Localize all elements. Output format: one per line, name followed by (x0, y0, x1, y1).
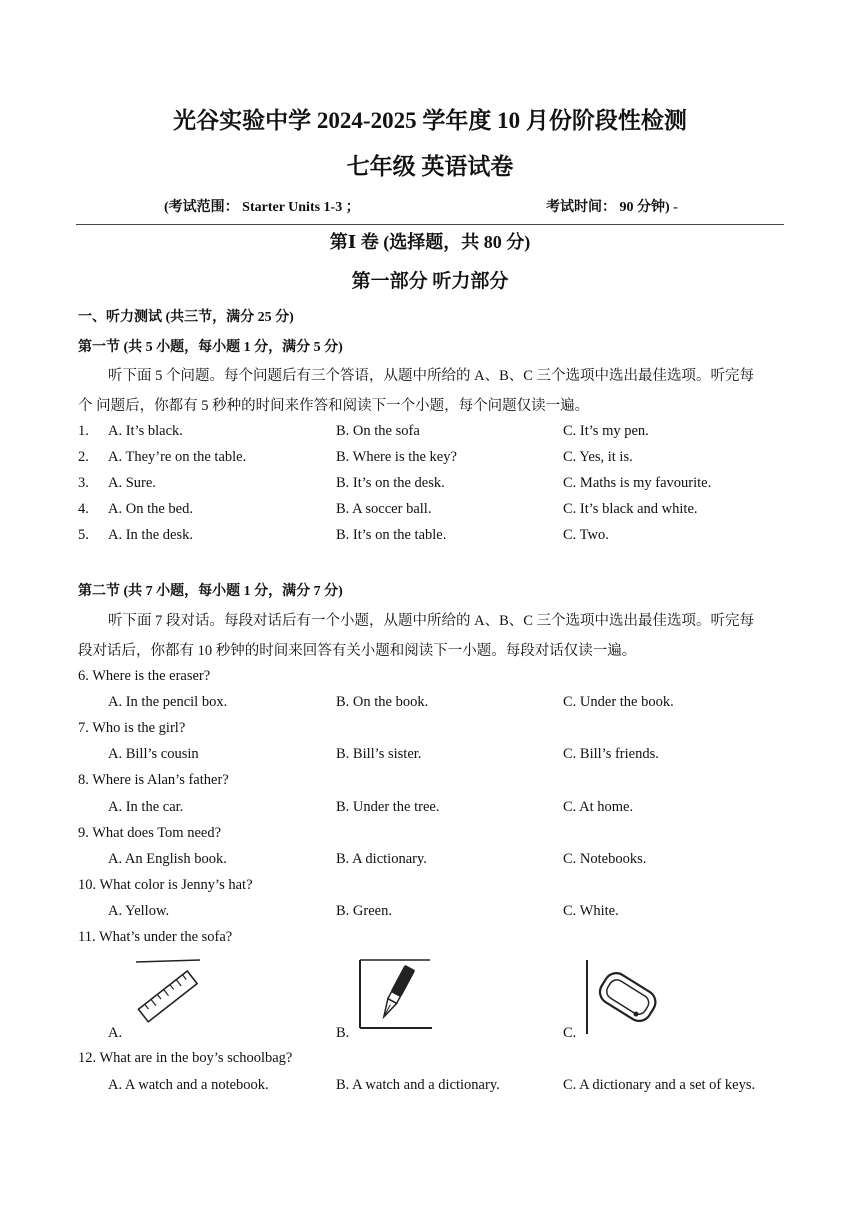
option-a: A. Bill’s cousin (108, 746, 199, 762)
option-c: C. It’s black and white. (563, 501, 698, 517)
option-a: A. Sure. (108, 475, 156, 491)
option-c: C. Bill’s friends. (563, 746, 659, 762)
option-b: B. Green. (336, 903, 392, 919)
ruler-icon (128, 958, 210, 1034)
option-b-label: B. (336, 1025, 350, 1041)
option-a: A. A watch and a notebook. (108, 1077, 269, 1093)
question-text: 6. Where is the eraser? (78, 668, 211, 684)
option-a: A. Yellow. (108, 903, 170, 919)
question-text: 8. Where is Alan’s father? (78, 772, 229, 788)
section1-instructions-line1: 听下面 5 个问题。每个问题后有三个答语，从题中所给的 A、B、C 三个选项中选出最佳选项。听完每 (108, 368, 755, 384)
header-divider (76, 224, 784, 225)
question-text: 9. What does Tom need? (78, 825, 222, 841)
pencil-box-icon (584, 956, 666, 1036)
exam-time: 考试时间： 90 分钟) - (546, 200, 678, 215)
question-text: 11. What’s under the sofa? (78, 929, 233, 945)
option-a: A. They’re on the table. (108, 449, 247, 465)
option-b: B. It’s on the table. (336, 527, 447, 543)
question-number: 2. (78, 449, 89, 465)
option-a: A. In the car. (108, 799, 184, 815)
option-a: A. In the desk. (108, 527, 193, 543)
section1-instructions-line2: 个 问题后，你都有 5 秒种的时间来作答和阅读下一个小题，每个问题仅读一遍。 (78, 398, 590, 414)
option-b: B. A soccer ball. (336, 501, 432, 517)
question-number: 1. (78, 423, 89, 439)
option-b: B. A dictionary. (336, 851, 427, 867)
pen-icon (358, 958, 434, 1034)
option-c-label: C. (563, 1025, 577, 1041)
section2-heading: 第二节 (共 7 小题，每小题 1 分，满分 7 分) (78, 584, 343, 599)
option-c: C. Under the book. (563, 694, 674, 710)
option-b: B. Bill’s sister. (336, 746, 422, 762)
option-b: B. Where is the key? (336, 449, 457, 465)
option-b: B. On the sofa (336, 423, 420, 439)
question-number: 5. (78, 527, 89, 543)
option-c: C. At home. (563, 799, 634, 815)
option-c: C. White. (563, 903, 619, 919)
exam-subtitle: 七年级 英语试卷 (346, 154, 514, 179)
question-text: 7. Who is the girl? (78, 720, 186, 736)
part-title: 第一部分 听力部分 (351, 271, 509, 292)
section2-instructions-line1: 听下面 7 段对话。每段对话后有一个小题，从题中所给的 A、B、C 三个选项中选出最佳选项。听完每 (108, 613, 755, 629)
option-a: A. On the bed. (108, 501, 193, 517)
section1-heading: 第一节 (共 5 小题，每小题 1 分，满分 5 分) (78, 340, 343, 355)
option-b: B. On the book. (336, 694, 429, 710)
exam-title: 光谷实验中学 2024-2025 学年度 10 月份阶段性检测 (173, 108, 687, 133)
exam-scope: (考试范围： Starter Units 1-3 ； (164, 200, 360, 215)
question-number: 3. (78, 475, 89, 491)
question-number: 4. (78, 501, 89, 517)
option-a: A. It’s black. (108, 423, 183, 439)
section2-instructions-line2: 段对话后，你都有 10 秒钟的时间来回答有关小题和阅读下一小题。每段对话仅读一遍。 (78, 643, 637, 659)
option-c: C. Yes, it is. (563, 449, 633, 465)
option-c: C. Maths is my favourite. (563, 475, 712, 491)
option-c: C. Two. (563, 527, 609, 543)
volume-title: 第Ⅰ 卷 (选择题，共 80 分) (329, 232, 531, 252)
option-b: B. It’s on the desk. (336, 475, 445, 491)
option-b: B. Under the tree. (336, 799, 440, 815)
question-text: 10. What color is Jenny’s hat? (78, 877, 253, 893)
option-c: C. Notebooks. (563, 851, 647, 867)
question-text: 12. What are in the boy’s schoolbag? (78, 1050, 293, 1066)
option-b: B. A watch and a dictionary. (336, 1077, 500, 1093)
option-a: A. In the pencil box. (108, 694, 228, 710)
option-a-label: A. (108, 1025, 123, 1041)
option-a: A. An English book. (108, 851, 227, 867)
option-c: C. It’s my pen. (563, 423, 649, 439)
option-c: C. A dictionary and a set of keys. (563, 1077, 756, 1093)
section-heading: 一、听力测试 (共三节，满分 25 分) (78, 310, 294, 325)
